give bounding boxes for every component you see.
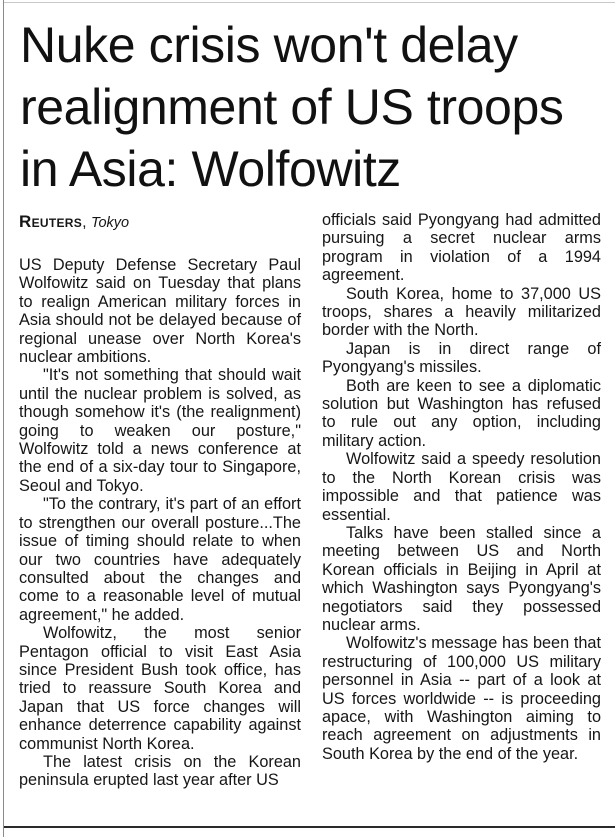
byline-agency: Reuters — [19, 212, 83, 231]
byline — [19, 212, 301, 233]
headline: Nuke crisis won't delay realignment of US troops in Asia: Wolfowitz — [20, 17, 564, 197]
paragraph: US Deputy Defense Secretary Paul Wolfowitz said on Tuesday that plans to realign American military forces in Asia should not be delayed because of regional unease over North Korea's nuclear ambitions. — [19, 256, 301, 367]
bottom-rule — [4, 826, 615, 828]
byline-separator: , — [82, 214, 87, 231]
article-column-right — [322, 211, 601, 763]
top-rule — [4, 2, 615, 3]
paragraph: Japan is in direct range of Pyongyang's missiles. — [322, 339, 601, 377]
article-column-left — [19, 212, 301, 790]
paragraph: Wolfowitz's message has been that restructuring of 100,000 US military personnel in Asia -- part of a look at US forces worldwide -- is proceeding apace, with Washington aiming to reach agreement on adjustments in South Korea by the end of the year. — [322, 634, 601, 763]
paragraph: "To the contrary, it's part of an effort to strengthen our overall posture...The issue of timing should relate to when our two countries have adequately consulted about the changes and come to a reasonable level of mutual agreement," he added. — [19, 495, 301, 624]
paragraph: Talks have been stalled since a meeting between US and North Korean officials in Beijing in April at which Washington says Pyongyang's negotiators said they possessed nuclear arms. — [322, 523, 601, 634]
paragraph: The latest crisis on the Korean peninsula erupted last year after US — [19, 752, 301, 790]
paragraph: Wolfowitz, the most senior Pentagon official to visit East Asia since President Bush took office, has tried to reassure South Korea and Japan that US force changes will enhance deterrence capability against communist North Korea. — [19, 624, 301, 753]
paragraph: Wolfowitz said a speedy resolution to the North Korean crisis was impossible and that patience was essential. — [322, 450, 601, 524]
paragraph: officials said Pyongyang had admitted pursuing a secret nuclear arms program in violation of a 1994 agreement. — [322, 211, 601, 285]
left-column-rule — [3, 0, 4, 837]
paragraph: Both are keen to see a diplomatic solution but Washington has refused to rule out any option, including military action. — [322, 376, 601, 450]
paragraph: South Korea, home to 37,000 US troops, shares a heavily militarized border with the North. — [322, 284, 601, 340]
byline-location: Tokyo — [90, 215, 130, 231]
paragraph: "It's not something that should wait until the nuclear problem is solved, as though somehow it's (the realignment) going to weaken our posture," Wolfowitz told a news conference at the end of a six-day tour to Singapore, Seoul and Tokyo. — [19, 366, 301, 495]
